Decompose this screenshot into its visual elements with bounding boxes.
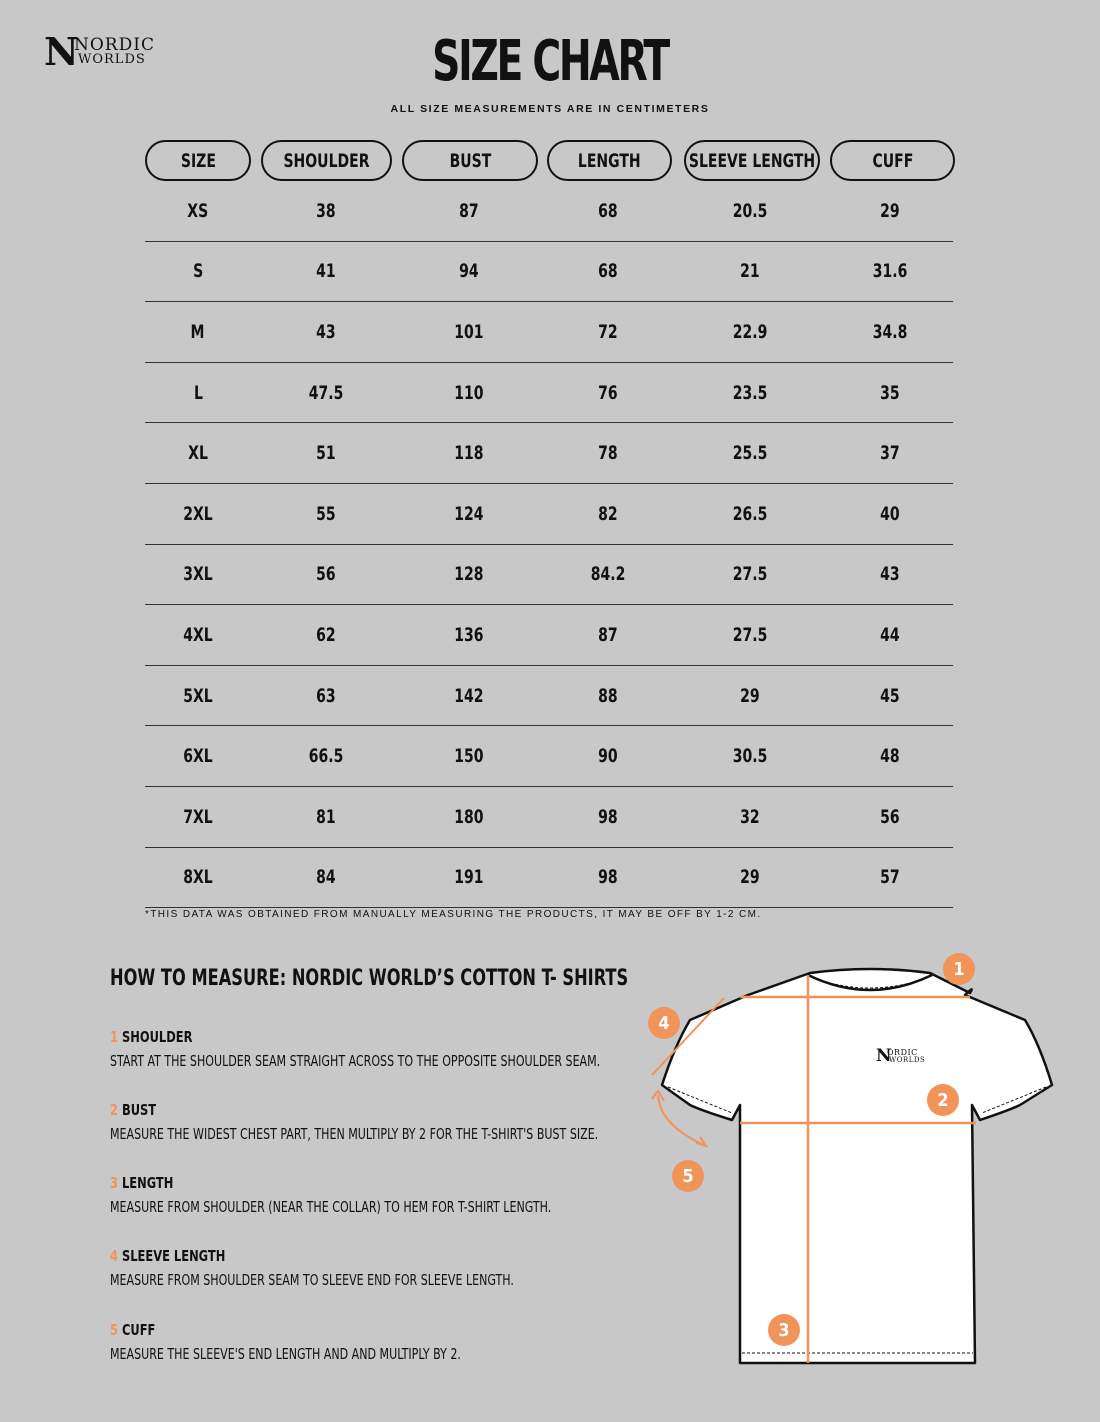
- shirt-logo: [876, 1048, 936, 1068]
- table-cell: 98: [598, 805, 618, 828]
- table-cell: 68: [598, 199, 618, 222]
- table-cell: 87: [459, 199, 479, 222]
- table-cell: 94: [459, 260, 479, 283]
- table-cell: 51: [316, 442, 336, 465]
- table-row: [145, 666, 953, 727]
- table-cell: 2XL: [183, 502, 213, 525]
- shirt-logo-line1: ORDIC: [887, 1048, 918, 1057]
- table-cell: 43: [316, 320, 336, 343]
- table-cell: 38: [316, 199, 336, 222]
- table-cell: 180: [454, 805, 484, 828]
- table-cell: 56: [316, 563, 336, 586]
- table-cell: 87: [598, 623, 618, 646]
- table-cell: 136: [454, 623, 484, 646]
- table-cell: 191: [454, 866, 484, 889]
- size-table: [145, 181, 953, 908]
- badge-1: 1: [943, 953, 975, 985]
- table-cell: 21: [740, 260, 760, 283]
- table-cell: 124: [454, 502, 484, 525]
- step-cuff: [110, 1321, 538, 1363]
- table-cell: 55: [316, 502, 336, 525]
- table-cell: 29: [740, 866, 760, 889]
- table-row: [145, 242, 953, 303]
- tshirt-illustration: [640, 945, 1070, 1380]
- table-cell: 22.9: [732, 320, 768, 343]
- table-cell: 41: [316, 260, 336, 283]
- shirt-logo-line2: WORLDS: [889, 1056, 926, 1064]
- table-cell: 62: [316, 623, 336, 646]
- table-cell: 63: [316, 684, 336, 707]
- logo-line1: NORDIC: [74, 35, 155, 55]
- table-cell: 48: [880, 745, 900, 768]
- table-cell: 26.5: [732, 502, 768, 525]
- table-cell: 20.5: [732, 199, 768, 222]
- table-row: [145, 848, 953, 909]
- table-cell: 25.5: [732, 442, 768, 465]
- table-cell: 7XL: [183, 805, 213, 828]
- howto-title: HOW TO MEASURE: NORDIC WORLD’S COTTON T- SHIRTS: [110, 966, 629, 991]
- table-cell: 43: [880, 563, 900, 586]
- step-title: 5 CUFF: [110, 1321, 156, 1339]
- table-cell: L: [193, 381, 203, 404]
- table-cell: 27.5: [732, 623, 768, 646]
- table-cell: 30.5: [732, 745, 768, 768]
- table-cell: 40: [880, 502, 900, 525]
- table-cell: 37: [880, 442, 900, 465]
- tshirt-outline: [662, 969, 1052, 1363]
- table-cell: 6XL: [183, 745, 213, 768]
- table-cell: 150: [454, 745, 484, 768]
- logo-initial: N: [44, 29, 79, 74]
- table-cell: 78: [598, 442, 618, 465]
- table-cell: 47.5: [308, 381, 344, 404]
- table-cell: 110: [454, 381, 484, 404]
- column-header-size: SIZE: [145, 140, 251, 181]
- shirt-logo-initial: N: [876, 1046, 892, 1066]
- table-cell: 101: [454, 320, 484, 343]
- table-cell: 66.5: [308, 745, 344, 768]
- column-header-length: LENGTH: [547, 140, 672, 181]
- tshirt-diagram: [640, 945, 1070, 1380]
- step-bust: [110, 1101, 705, 1143]
- table-cell: 3XL: [183, 563, 213, 586]
- table-row: [145, 423, 953, 484]
- step-description: MEASURE FROM SHOULDER (NEAR THE COLLAR) TO HEM FOR T-SHIRT LENGTH.: [110, 1198, 552, 1216]
- column-header-shoulder: SHOULDER: [261, 140, 392, 181]
- step-description: START AT THE SHOULDER SEAM STRAIGHT ACROSS TO THE OPPOSITE SHOULDER SEAM.: [110, 1052, 601, 1070]
- step-description: MEASURE THE SLEEVE'S END LENGTH AND AND MULTIPLY BY 2.: [110, 1345, 461, 1363]
- table-cell: S: [192, 260, 204, 283]
- table-cell: M: [191, 320, 205, 343]
- step-description: MEASURE THE WIDEST CHEST PART, THEN MULTIPLY BY 2 FOR THE T-SHIRT'S BUST SIZE.: [110, 1125, 599, 1143]
- table-cell: 44: [880, 623, 900, 646]
- table-cell: 68: [598, 260, 618, 283]
- step-title: 2 BUST: [110, 1101, 157, 1119]
- table-cell: 82: [598, 502, 618, 525]
- page-title: SIZE CHART: [432, 29, 668, 94]
- column-header-sleeve-length: SLEEVE LENGTH: [684, 140, 820, 181]
- badge-3: 3: [768, 1314, 800, 1346]
- table-cell: 142: [454, 684, 484, 707]
- table-cell: 84: [316, 866, 336, 889]
- table-cell: 57: [880, 866, 900, 889]
- step-length: [110, 1174, 648, 1216]
- column-header-bust: BUST: [402, 140, 538, 181]
- table-cell: 31.6: [872, 260, 908, 283]
- table-cell: 128: [454, 563, 484, 586]
- table-cell: 34.8: [872, 320, 908, 343]
- table-row: [145, 363, 953, 424]
- table-cell: 72: [598, 320, 618, 343]
- table-cell: 5XL: [183, 684, 213, 707]
- table-cell: 4XL: [183, 623, 213, 646]
- table-cell: 35: [880, 381, 900, 404]
- table-cell: 23.5: [732, 381, 768, 404]
- table-cell: 29: [880, 199, 900, 222]
- table-cell: 88: [598, 684, 618, 707]
- step-shoulder: [110, 1028, 708, 1070]
- table-row: [145, 787, 953, 848]
- table-row: [145, 302, 953, 363]
- table-cell: 84.2: [590, 563, 626, 586]
- table-cell: 8XL: [183, 866, 213, 889]
- badge-2: 2: [927, 1084, 959, 1116]
- table-cell: 27.5: [732, 563, 768, 586]
- table-row: [145, 545, 953, 606]
- table-row: [145, 181, 953, 242]
- step-title: 1 SHOULDER: [110, 1028, 193, 1046]
- logo-line2: WORLDS: [78, 52, 146, 67]
- table-cell: 32: [740, 805, 760, 828]
- column-header-cuff: CUFF: [830, 140, 955, 181]
- table-cell: 98: [598, 866, 618, 889]
- table-cell: 90: [598, 745, 618, 768]
- table-row: [145, 484, 953, 545]
- table-cell: 76: [598, 381, 618, 404]
- measurement-note: *THIS DATA WAS OBTAINED FROM MANUALLY MEASURING THE PRODUCTS, IT MAY BE OFF BY 1-2 CM.: [145, 909, 762, 920]
- table-cell: 56: [880, 805, 900, 828]
- page-subtitle: ALL SIZE MEASUREMENTS ARE IN CENTIMETERS: [390, 103, 710, 115]
- table-row: [145, 726, 953, 787]
- step-title: 4 SLEEVE LENGTH: [110, 1247, 226, 1265]
- step-title: 3 LENGTH: [110, 1174, 174, 1192]
- table-cell: XS: [187, 199, 209, 222]
- step-description: MEASURE FROM SHOULDER SEAM TO SLEEVE END FOR SLEEVE LENGTH.: [110, 1271, 514, 1289]
- badge-4: 4: [648, 1007, 680, 1039]
- table-cell: 118: [454, 442, 484, 465]
- table-cell: 81: [316, 805, 336, 828]
- badge-5: 5: [672, 1160, 704, 1192]
- table-cell: XL: [188, 442, 208, 465]
- table-cell: 29: [740, 684, 760, 707]
- table-row: [145, 605, 953, 666]
- step-sleeve-length: [110, 1247, 603, 1289]
- table-cell: 45: [880, 684, 900, 707]
